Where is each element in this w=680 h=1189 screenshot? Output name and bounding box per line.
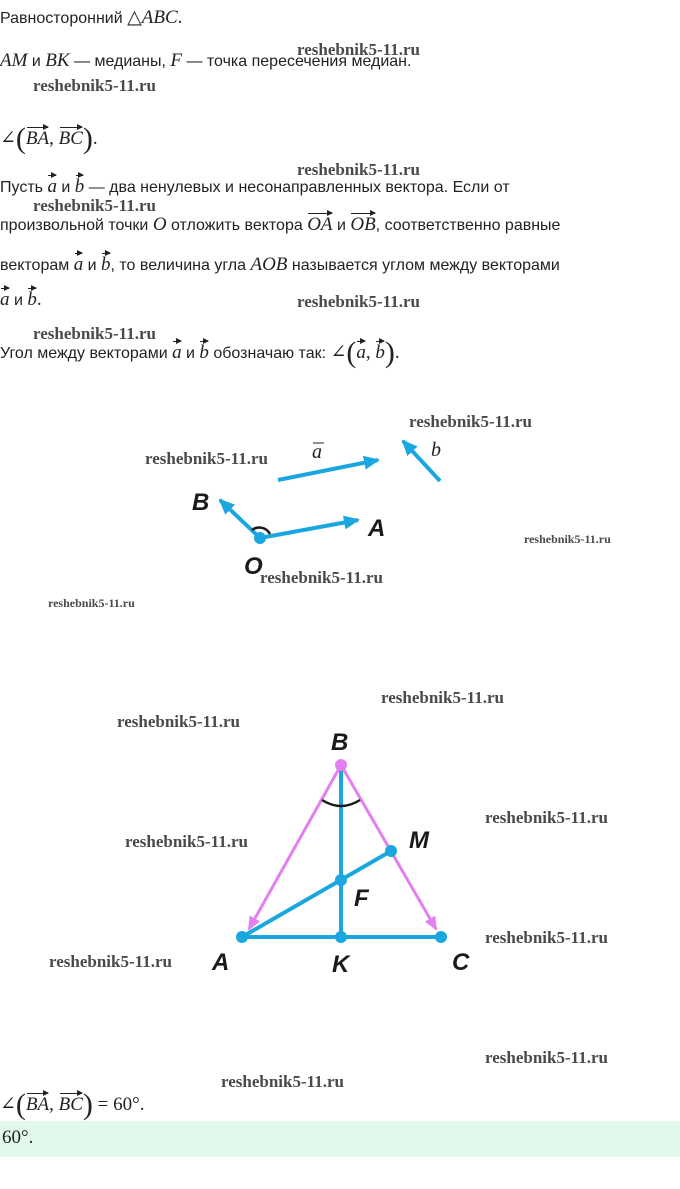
label-m: M [409,827,429,854]
paren-right: ) [384,336,395,369]
watermark: reshebnik5-11.ru [117,712,240,731]
comma: , [365,342,376,363]
text: и [56,179,75,196]
text: и [332,217,351,234]
vector-a-arrow [278,460,378,480]
vector-a: a [47,172,57,198]
paren-left: ( [15,122,26,155]
angle-symbol: ∠ [0,128,16,149]
label-vector-b: b [431,439,441,461]
point-b-dot [335,759,347,771]
watermark: reshebnik5-11.ru [33,324,156,343]
comma: , [49,128,59,149]
vector-b: b [27,285,37,311]
vector-a: a [0,285,10,311]
point-c-dot [435,931,447,943]
point-o: O [152,214,167,235]
period: . [177,7,183,28]
angle-symbol: ∠ [330,342,347,363]
point-k-dot [335,931,347,943]
angle-aob: AOB [250,254,288,275]
median-bk: BK [45,50,70,71]
vector-bc: BC [59,124,83,150]
text: Пусть [0,179,48,196]
vector-b: b [101,250,111,276]
watermark: reshebnik5-11.ru [297,40,420,59]
text: произвольной точки [0,217,153,234]
watermark: reshebnik5-11.ru [485,928,608,947]
angle-symbol: ∠ [0,1094,16,1115]
vector-oa-arrow [260,520,358,538]
watermark: reshebnik5-11.ru [260,568,383,587]
watermark: reshebnik5-11.ru [33,76,156,95]
point-o-dot [254,532,266,544]
vector-ob-arrow [220,500,260,538]
watermark: reshebnik5-11.ru [125,832,248,851]
triangle-symbol: △ [127,7,142,28]
label-f: F [354,885,369,912]
watermark: reshebnik5-11.ru [409,412,532,431]
text: и [181,345,200,362]
label-vector-a: a [312,441,322,463]
label-k: K [332,951,350,978]
triangle-name: ABC [141,7,178,28]
period: . [394,342,400,363]
text: и [9,292,28,309]
paren-left: ( [346,336,357,369]
period: . [36,289,42,310]
paren-right: ) [82,1088,93,1121]
vector-a: a [356,338,366,364]
period: . [92,128,98,149]
text: , соответственно равные [375,217,561,234]
paren-right: ) [82,122,93,155]
vector-b: b [375,338,385,364]
result-value: = 60°. [92,1094,145,1115]
text: Угол между векторами [0,345,173,362]
watermark: reshebnik5-11.ru [381,688,504,707]
watermark: reshebnik5-11.ru [48,596,135,610]
text: отложить вектора [166,217,308,234]
watermark: reshebnik5-11.ru [33,196,156,215]
watermark: reshebnik5-11.ru [297,292,420,311]
watermark: reshebnik5-11.ru [524,532,611,546]
watermark: reshebnik5-11.ru [221,1072,344,1091]
vector-a: a [172,338,182,364]
label-point-a: A [368,515,386,542]
text-equilateral: Равносторонний [0,10,128,27]
answer-value: 60°. [2,1127,34,1148]
text: обозначаю так: [208,345,331,362]
point-f-dot [335,874,347,886]
vector-bc: BC [59,1090,83,1116]
vector-ba: BA [26,124,49,150]
text: называется углом между векторами [287,257,560,274]
label-point-b: B [192,489,210,516]
point-a-dot [236,931,248,943]
point-m-dot [385,845,397,857]
text: и [83,257,102,274]
text: — два ненулевых и несонаправленных вектора. Если от [84,179,510,196]
answer-box [0,1121,680,1157]
label-c: C [452,949,470,976]
label-a: A [212,949,230,976]
median-am: AM [0,50,28,71]
vector-ob: OB [350,210,375,236]
label-b: B [331,729,349,756]
vector-a: a [74,250,84,276]
text: векторам [0,257,74,274]
comma: , [49,1094,59,1115]
watermark: reshebnik5-11.ru [145,449,268,468]
text-medians: — медианы, [69,53,171,70]
watermark: reshebnik5-11.ru [485,1048,608,1067]
text: , то величина угла [110,257,251,274]
vector-b: b [75,172,85,198]
paren-left: ( [15,1088,26,1121]
watermark: reshebnik5-11.ru [485,808,608,827]
vector-ba: BA [26,1090,49,1116]
vector-oa: OA [307,210,332,236]
text-intersection: — точка пересечения медиан. [182,53,412,70]
watermark: reshebnik5-11.ru [49,952,172,971]
vector-b: b [199,338,209,364]
point-f: F [170,50,182,71]
figure-triangle [211,729,470,978]
result-expression [0,1088,145,1122]
watermark: reshebnik5-11.ru [297,160,420,179]
label-point-o: O [244,553,263,580]
conj: и [27,53,46,70]
